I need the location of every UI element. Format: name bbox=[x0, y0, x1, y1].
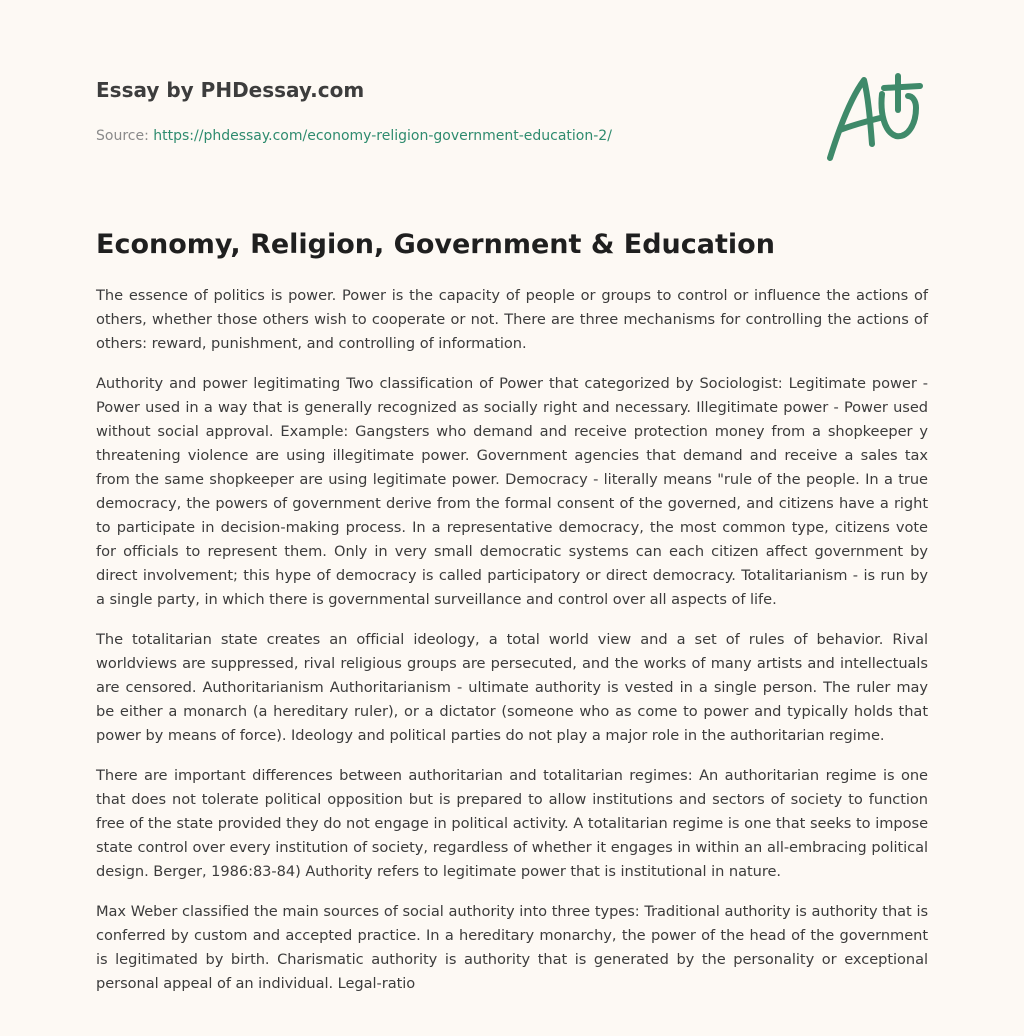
source-link[interactable]: https://phdessay.com/economy-religion-government-education-2/ bbox=[153, 128, 612, 144]
paragraph: The totalitarian state creates an official ideology, a total world view and a set of rules of behavior. Rival worldviews are suppressed, rival religious groups are persecuted, and the works of many artists and intellectuals are censored. Authoritarianism Authoritarianism - ultimate authority is vested in a single person. The ruler may be either a monarch (a hereditary ruler), or a dictator (someone who as come to power and typically holds that power by means of force). Ideology and political parties do not play a major role in the authoritarian regime. bbox=[96, 631, 928, 744]
paragraph: Max Weber classified the main sources of social authority into three types: Traditional authority is authority that is conferred by custom and accepted practice. In a hereditary monarchy, the power of the head of the government is legitimated by birth. Charismatic authority is authority that is generated by the personality or exceptional personal appeal of an individual. Legal-ratio bbox=[96, 903, 928, 992]
a-plus-logo-icon bbox=[820, 66, 930, 166]
paragraph: Authority and power legitimating Two classification of Power that categorized by Sociologist: Legitimate power - Power used in a way that is generally recognized as socially right and necessary. Illegitimate power - Power used without social approval. Example: Gangsters who demand and receive protection money from a shopkeeper y threatening violence are using illegitimate power. Government agencies that demand and receive a sales tax from the same shopkeeper are using legitimate power. Democracy - literally means "rule of the people. In a true democracy, the powers of government derive from the formal consent of the governed, and citizens have a right to participate in decision-making process. In a representative democracy, the most common type, citizens vote for officials to represent them. Only in very small democratic systems can each citizen affect government by direct involvement; this hype of democracy is called participatory or direct democracy. Totalitarianism - is run by a single party, in which there is governmental surveillance and control over all aspects of life. bbox=[96, 375, 928, 608]
page-header bbox=[96, 76, 796, 146]
source-line bbox=[96, 126, 796, 146]
article-body bbox=[96, 284, 928, 1012]
source-label: Source: bbox=[96, 128, 149, 144]
paragraph: There are important differences between authoritarian and totalitarian regimes: An authoritarian regime is one that does not tolerate political opposition but is prepared to allow institutions and sectors of society to function free of the state provided they do not engage in political activity. A totalitarian regime is one that seeks to impose state control over every institution of society, regardless of whether it engages in within an all-embracing political design. Berger, 1986:83-84) Authority refers to legitimate power that is institutional in nature. bbox=[96, 767, 928, 880]
site-title: Essay by PHDessay.com bbox=[96, 78, 365, 102]
article-title: Economy, Religion, Government & Education bbox=[96, 229, 775, 260]
paragraph: The essence of politics is power. Power is the capacity of people or groups to control or influence the actions of others, whether those others wish to cooperate or not. There are three mechanisms for controlling the actions of others: reward, punishment, and controlling of information. bbox=[96, 287, 928, 352]
